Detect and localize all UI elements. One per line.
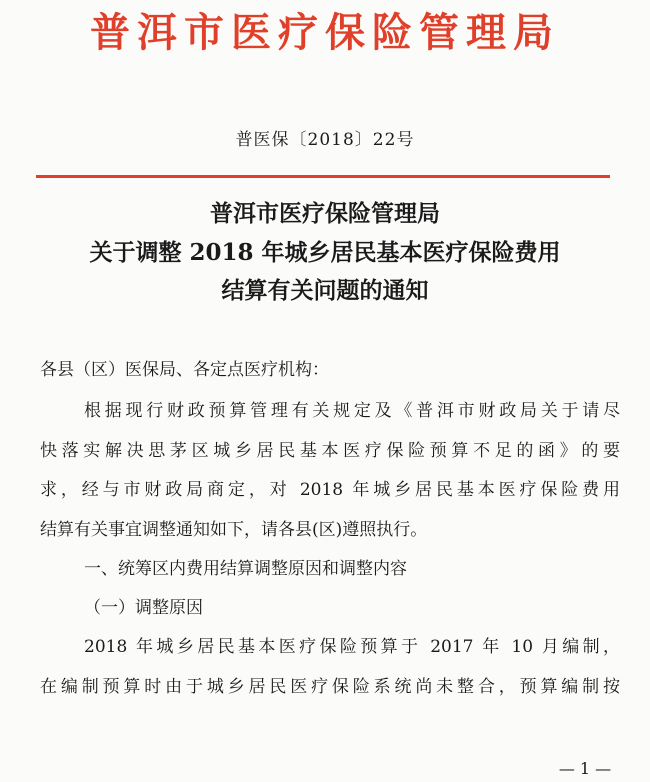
- paragraph-1-line-1: 根据现行财政预算管理有关规定及《普洱市财政局关于请尽: [84, 401, 620, 421]
- red-divider-line: [36, 175, 610, 178]
- subsection-heading-1: （一）调整原因: [84, 598, 203, 618]
- paragraph-1-line-3: 求，经与市财政局商定，对 2018 年城乡居民基本医疗保险费用: [40, 480, 620, 500]
- paragraph-1-line-2: 快落实解决思茅区城乡居民基本医疗保险预算不足的函》的要: [40, 441, 620, 461]
- page-number: — 1 —: [558, 759, 612, 778]
- document-number: 普医保〔2018〕22号: [235, 130, 415, 150]
- paragraph-1-line-4: 结算有关事宜调整通知如下，请各县(区)遵照执行。: [40, 520, 428, 540]
- notice-title-line-1: 普洱市医疗保险管理局: [210, 200, 440, 227]
- paragraph-2-line-2: 在编制预算时由于城乡居民医疗保险系统尚未整合，预算编制按: [40, 677, 620, 697]
- notice-title-line-2: 关于调整 2018 年城乡居民基本医疗保险费用: [89, 239, 561, 266]
- notice-title-line-3: 结算有关问题的通知: [221, 277, 429, 304]
- section-heading-1: 一、统筹区内费用结算调整原因和调整内容: [84, 559, 407, 579]
- paragraph-2-line-1: 2018 年城乡居民基本医疗保险预算于 2017 年 10 月编制，: [84, 637, 620, 657]
- salutation: 各县（区）医保局、各定点医疗机构：: [40, 360, 329, 380]
- masthead-title: 普洱市医疗保险管理局: [90, 10, 560, 56]
